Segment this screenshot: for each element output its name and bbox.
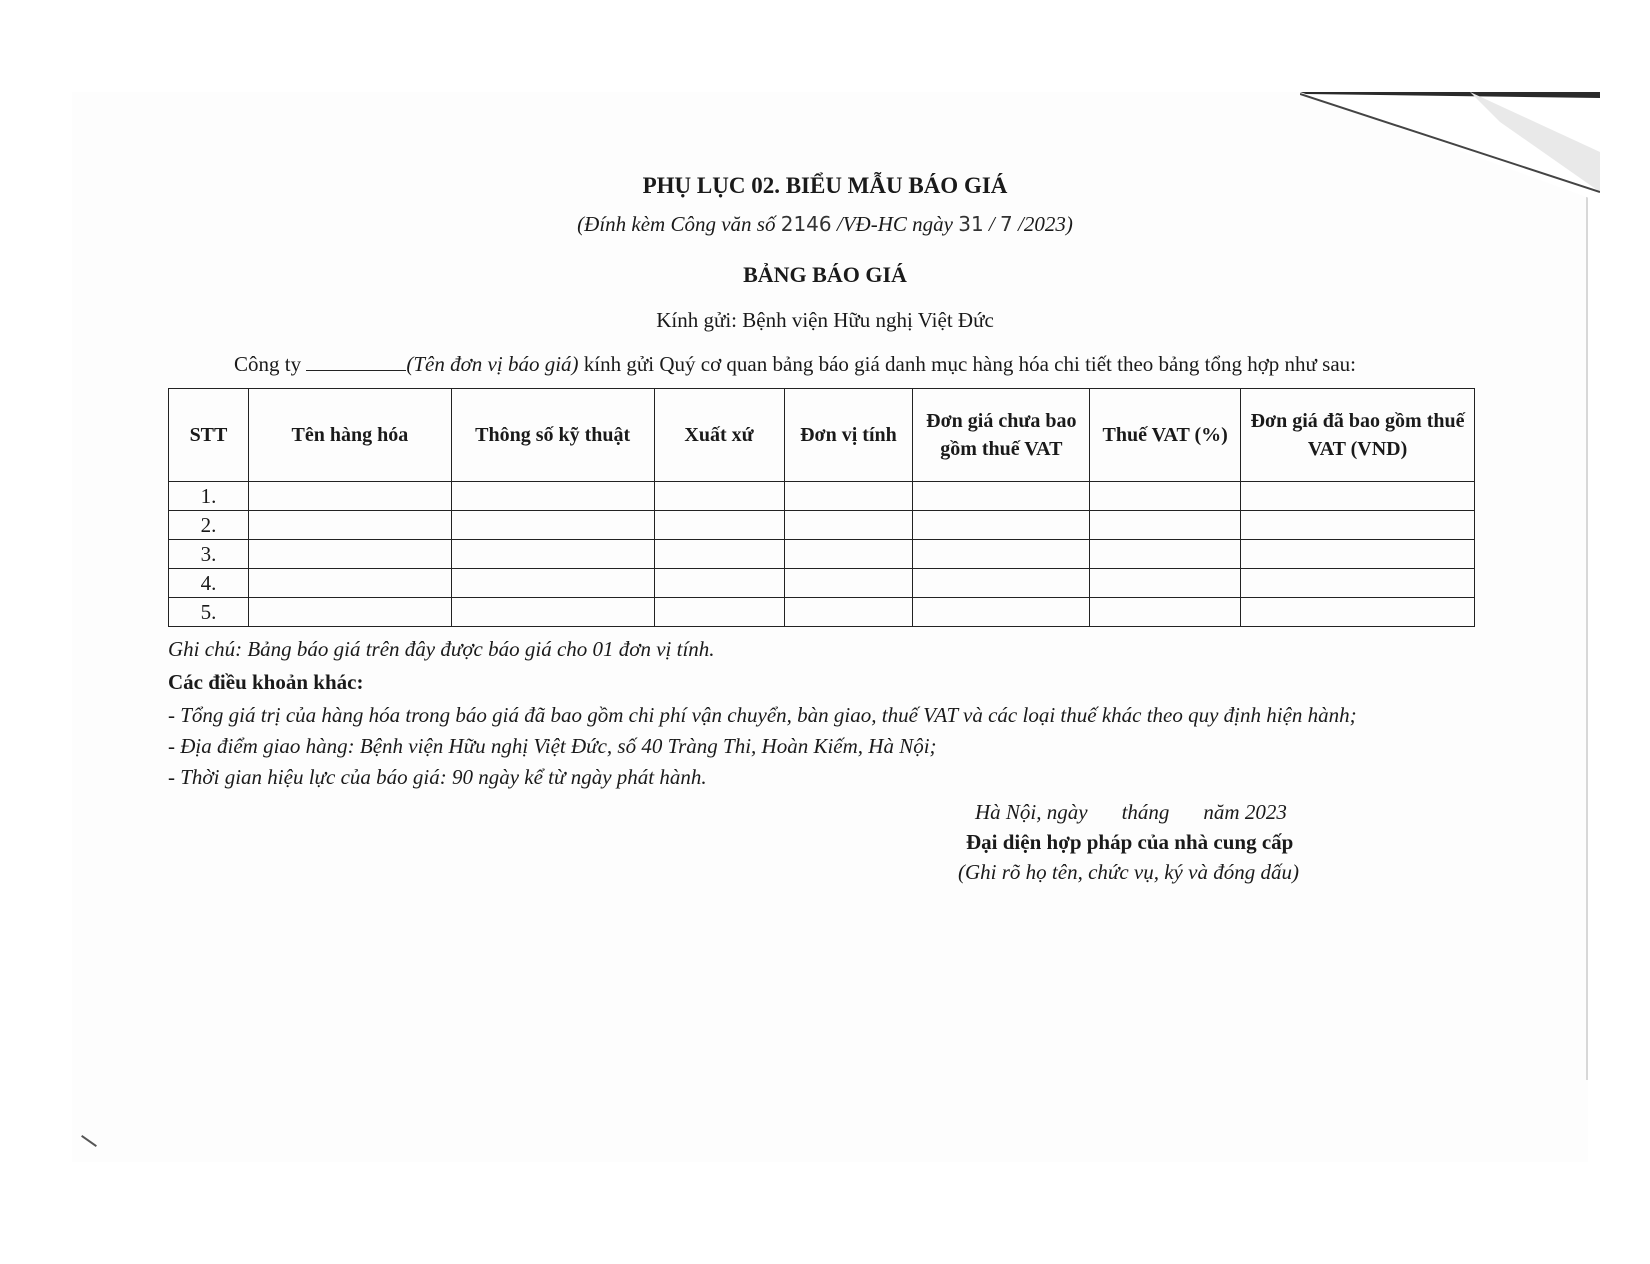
- subtitle-prefix: (Đính kèm Công văn số: [577, 212, 781, 236]
- cell-vat-rate[interactable]: [1090, 482, 1241, 511]
- handwritten-doc-number: 2146: [780, 212, 832, 236]
- intro-rest: kính gửi Quý cơ quan bảng báo giá danh mục hàng hóa chi tiết theo bảng tổng hợp như sau:: [578, 352, 1357, 376]
- cell-origin[interactable]: [654, 598, 784, 627]
- document-subtitle: [0, 212, 1650, 237]
- cell-specs[interactable]: [451, 511, 654, 540]
- subtitle-suffix: /2023): [1012, 212, 1073, 236]
- header-item-name: Tên hàng hóa: [248, 389, 451, 482]
- intro-prefix: Công ty: [234, 352, 307, 376]
- recipient-line: Kính gửi: Bệnh viện Hữu nghị Việt Đức: [656, 308, 994, 332]
- cell-price-incl-vat[interactable]: [1241, 511, 1475, 540]
- row-number: 4.: [169, 569, 249, 598]
- company-name-blank: [306, 352, 406, 371]
- signer-instructions: (Ghi rõ họ tên, chức vụ, ký và đóng dấu): [958, 860, 1299, 884]
- cell-vat-rate[interactable]: [1090, 511, 1241, 540]
- cell-unit[interactable]: [784, 598, 913, 627]
- handwritten-month: 7: [1000, 212, 1013, 236]
- table-row: [169, 569, 1475, 598]
- cell-price-excl-vat[interactable]: [913, 482, 1090, 511]
- cell-unit[interactable]: [784, 569, 913, 598]
- place-label: Hà Nội, ngày: [975, 800, 1088, 824]
- paper-sheet: [72, 92, 1588, 1162]
- table-row: [169, 598, 1475, 627]
- table-note: Ghi chú: Bảng báo giá trên đây được báo giá cho 01 đơn vị tính.: [168, 637, 715, 661]
- intro-paragraph: [234, 352, 1356, 377]
- cell-specs[interactable]: [451, 540, 654, 569]
- header-price-excl-vat: Đơn giá chưa bao gồm thuế VAT: [913, 389, 1090, 482]
- row-number: 1.: [169, 482, 249, 511]
- row-number: 3.: [169, 540, 249, 569]
- cell-item-name[interactable]: [248, 511, 451, 540]
- signer-title: Đại diện hợp pháp của nhà cung cấp: [966, 830, 1294, 854]
- cell-vat-rate[interactable]: [1090, 540, 1241, 569]
- cell-specs[interactable]: [451, 598, 654, 627]
- header-price-incl-vat: Đơn giá đã bao gồm thuế VAT (VND): [1241, 389, 1475, 482]
- quote-heading: BẢNG BÁO GIÁ: [743, 262, 907, 287]
- cell-specs[interactable]: [451, 482, 654, 511]
- cell-price-excl-vat[interactable]: [913, 569, 1090, 598]
- cell-price-excl-vat[interactable]: [913, 598, 1090, 627]
- table-row: [169, 511, 1475, 540]
- cell-vat-rate[interactable]: [1090, 569, 1241, 598]
- cell-item-name[interactable]: [248, 540, 451, 569]
- cell-item-name[interactable]: [248, 569, 451, 598]
- intro-placeholder: (Tên đơn vị báo giá): [406, 352, 579, 376]
- row-number: 5.: [169, 598, 249, 627]
- term-item-delivery: - Địa điểm giao hàng: Bệnh viện Hữu nghị Việt Đức, số 40 Tràng Thi, Hoàn Kiếm, Hà Nội;: [168, 734, 937, 758]
- header-origin: Xuất xứ: [654, 389, 784, 482]
- table-row: [169, 540, 1475, 569]
- cell-item-name[interactable]: [248, 598, 451, 627]
- cell-price-incl-vat[interactable]: [1241, 569, 1475, 598]
- header-stt: STT: [169, 389, 249, 482]
- month-label: tháng: [1121, 800, 1170, 824]
- cell-unit[interactable]: [784, 482, 913, 511]
- table-row: [169, 482, 1475, 511]
- cell-price-incl-vat[interactable]: [1241, 598, 1475, 627]
- header-unit: Đơn vị tính: [784, 389, 913, 482]
- cell-origin[interactable]: [654, 511, 784, 540]
- cell-unit[interactable]: [784, 540, 913, 569]
- cell-unit[interactable]: [784, 511, 913, 540]
- term-item-tax: - Tổng giá trị của hàng hóa trong báo giá đã bao gồm chi phí vận chuyển, bàn giao, thuế VAT và các loại thuế khác theo quy định hiện hành;: [168, 703, 1357, 727]
- document-title: PHỤ LỤC 02. BIỂU MẪU BÁO GIÁ: [642, 173, 1008, 198]
- header-specs: Thông số kỹ thuật: [451, 389, 654, 482]
- cell-price-incl-vat[interactable]: [1241, 482, 1475, 511]
- year-label: năm 2023: [1203, 800, 1287, 824]
- row-number: 2.: [169, 511, 249, 540]
- cell-origin[interactable]: [654, 482, 784, 511]
- table-header-row: [169, 389, 1475, 482]
- term-item-validity: - Thời gian hiệu lực của báo giá: 90 ngày kể từ ngày phát hành.: [168, 765, 707, 789]
- subtitle-middle: /VĐ-HC ngày: [831, 212, 959, 236]
- terms-heading: Các điều khoản khác:: [168, 670, 364, 694]
- cell-origin[interactable]: [654, 540, 784, 569]
- subtitle-sep: /: [983, 212, 1001, 236]
- cell-price-incl-vat[interactable]: [1241, 540, 1475, 569]
- cell-specs[interactable]: [451, 569, 654, 598]
- header-vat-rate: Thuế VAT (%): [1090, 389, 1241, 482]
- quote-table: [168, 388, 1475, 627]
- cell-origin[interactable]: [654, 569, 784, 598]
- place-date-line: [975, 800, 1287, 825]
- cell-item-name[interactable]: [248, 482, 451, 511]
- cell-price-excl-vat[interactable]: [913, 511, 1090, 540]
- handwritten-day: 31: [958, 212, 984, 236]
- cell-price-excl-vat[interactable]: [913, 540, 1090, 569]
- cell-vat-rate[interactable]: [1090, 598, 1241, 627]
